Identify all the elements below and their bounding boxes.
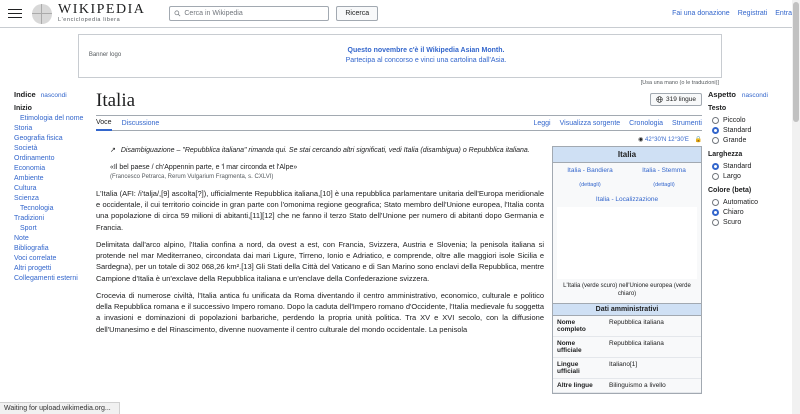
infobox-row bbox=[553, 316, 701, 337]
appearance-option-color-auto[interactable] bbox=[708, 197, 796, 207]
action-strumenti[interactable]: Strumenti bbox=[672, 119, 702, 127]
infobox-localization-link[interactable]: Italia - Localizzazione bbox=[595, 196, 659, 203]
appearance-option-label: Standard bbox=[723, 162, 752, 170]
sidebar-item-economia[interactable]: Economia bbox=[14, 164, 46, 172]
radio-icon[interactable] bbox=[712, 199, 719, 206]
infobox-title: Italia bbox=[553, 147, 701, 163]
sidebar-item-tecnologia[interactable]: Tecnologia bbox=[20, 204, 54, 212]
infobox-row-key: Nome ufficiale bbox=[557, 339, 582, 354]
login-link[interactable]: Entra bbox=[775, 10, 792, 17]
banner-logo: Banner logo bbox=[88, 52, 122, 59]
sidebar-item-ambiente[interactable]: Ambiente bbox=[14, 174, 44, 182]
site-header bbox=[0, 0, 800, 28]
infobox-flag-cell bbox=[553, 163, 627, 178]
banner-footnote: [Usa una mano (o le traduzioni)] bbox=[640, 80, 719, 86]
appearance-option-label: Largo bbox=[723, 172, 741, 180]
sidebar-item-scienza[interactable]: Scienza bbox=[14, 194, 39, 202]
action-cronologia[interactable]: Cronologia bbox=[629, 119, 664, 127]
search-placeholder-text: Cerca in Wikipedia bbox=[184, 10, 243, 17]
infobox-map-image bbox=[557, 207, 697, 279]
appearance-option-text-standard[interactable] bbox=[708, 125, 796, 135]
infobox-emblem-cell bbox=[627, 163, 701, 178]
infobox-emblem-detail[interactable]: (dettagli) bbox=[653, 182, 675, 188]
appearance-option-label: Chiaro bbox=[723, 208, 744, 216]
appearance-option-label: Piccolo bbox=[723, 116, 746, 124]
appearance-option-label: Scuro bbox=[723, 218, 742, 226]
wikipedia-wordmark[interactable] bbox=[58, 3, 145, 24]
paragraph-3: Crocevia di numerose civiltà, l'Italia antica fu unificata da Roma diventando il centro amministrativo, economico, culturale e politico della Repubblica romana e il successivo Impero romano. Dopo la caduta dell'Impero romano d'Occidente, l'Italia medievale fu soggetta a invasioni e dominazioni di popolazioni barbariche, perdendo la propria unità politica. Tra XV e XVI secolo, con la diffusione dell'Umanesimo e del Rinascimento, divenne nuovamente il centro culturale del mondo occidentale. La penisola bbox=[96, 290, 544, 334]
toc-list bbox=[6, 103, 90, 283]
page-body bbox=[0, 90, 800, 399]
appearance-title: Aspetto bbox=[708, 90, 736, 99]
coordinates-value: 42°30'N 12°30'E bbox=[645, 137, 689, 143]
pull-quote-source: (Francesco Petrarca, Rerum Vulgarium Fragmenta, s. CXLVI) bbox=[110, 174, 274, 181]
paragraph-1: L'Italia (AFI: /i'talja/,[9] ascolta[?]), ufficialmente Repubblica italiana,[10] è una repubblica parlamentare unitaria dell'Europa meridionale e occidentale, il cui territorio coincide in gran parte con l'omonima regione geografica; Stato membro dell'Unione europea, l'Italia conta una popolazione di circa 59 milioni di abitanti,[11][12] che ne fanno il terzo Stato dell'Unione per numero di abitanti dopo Germania e Francia. bbox=[96, 188, 544, 232]
infobox-row-key: Altre lingue bbox=[557, 381, 593, 389]
infobox-row-key: Lingue ufficiali bbox=[557, 360, 580, 375]
infobox-row-value: Repubblica italiana bbox=[609, 339, 664, 347]
infobox bbox=[552, 146, 702, 394]
sidebar-item-bibliografia[interactable]: Bibliografia bbox=[14, 244, 49, 252]
sidebar-item-note[interactable]: Note bbox=[14, 234, 29, 242]
language-count-label: 319 lingue bbox=[666, 96, 696, 103]
sidebar-item-geografia[interactable]: Geografia fisica bbox=[14, 134, 63, 142]
paragraph-2: Delimitata dall'arco alpino, l'Italia confina a nord, da ovest a est, con Francia, Svizzera, Austria e Slovenia; la penisola italiana si protende nel mar Mediterraneo, circondata dai mari Ligure, Tirreno, Ionio e Adriatico, e comprende, oltre alle maggiori isole Sicilia e Sardegna), per un totale di 302 068,26 km².[13] Gli Stati della Città del Vaticano e di San Marino sono enclavi della Repubblica, mentre Campione d'Italia è un'exclave della Repubblica italiana e un'enclave della Confederazione svizzera. bbox=[96, 239, 544, 283]
infobox-row-key: Nome completo bbox=[557, 318, 586, 333]
browser-status-bar: Waiting for upload.wikimedia.org... bbox=[0, 402, 120, 414]
sidebar-item-sport[interactable]: Sport bbox=[20, 224, 37, 232]
sidebar-item-collegamenti-esterni[interactable]: Collegamenti esterni bbox=[14, 274, 78, 282]
appearance-option-text-large[interactable] bbox=[708, 135, 796, 145]
disambiguation-icon: ↗ bbox=[110, 147, 116, 154]
appearance-option-width-standard[interactable] bbox=[708, 161, 796, 171]
search-input[interactable] bbox=[169, 6, 329, 21]
appearance-option-label: Automatico bbox=[723, 198, 759, 206]
appearance-option-label: Standard bbox=[723, 126, 752, 134]
infobox-flag-link[interactable]: Italia - Bandiera bbox=[567, 167, 613, 174]
infobox-section-admin: Dati amministrativi bbox=[553, 303, 701, 316]
appearance-panel bbox=[708, 90, 800, 399]
radio-icon[interactable] bbox=[712, 173, 719, 180]
tab-voce[interactable]: Voce bbox=[96, 119, 112, 131]
appearance-option-width-wide[interactable] bbox=[708, 171, 796, 181]
infobox-map-caption: L'Italia (verde scuro) nell'Unione europea (verde chiaro) bbox=[563, 283, 691, 298]
radio-icon[interactable] bbox=[712, 137, 719, 144]
search-button[interactable]: Ricerca bbox=[336, 6, 378, 21]
page-scrollbar[interactable] bbox=[792, 0, 800, 414]
radio-icon[interactable] bbox=[712, 117, 719, 124]
infobox-row bbox=[553, 358, 701, 379]
appearance-group-width-label: Larghezza bbox=[708, 151, 743, 158]
appearance-group-color-label: Colore (beta) bbox=[708, 187, 752, 194]
appearance-option-color-light[interactable] bbox=[708, 207, 796, 217]
action-leggi[interactable]: Leggi bbox=[533, 119, 551, 127]
toc-sidebar bbox=[0, 90, 90, 399]
action-visualizza-sorgente[interactable]: Visualizza sorgente bbox=[559, 119, 621, 127]
sidebar-item-voci-correlate[interactable]: Voci correlate bbox=[14, 254, 57, 262]
protected-page-lock-icon[interactable]: 🔒 bbox=[694, 137, 702, 143]
coordinates[interactable] bbox=[96, 136, 702, 143]
sidebar-item-cultura[interactable]: Cultura bbox=[14, 184, 37, 192]
disambiguation-label: Disambiguazione bbox=[120, 147, 175, 154]
disambiguation-text: – "Repubblica italiana" rimanda qui. Se stai cercando altri significati, vedi Italia (disambigua) o Repubblica italiana. bbox=[176, 147, 530, 154]
radio-icon[interactable] bbox=[712, 219, 719, 226]
appearance-option-color-dark[interactable] bbox=[708, 217, 796, 227]
infobox-row-value: Repubblica italiana bbox=[609, 318, 664, 326]
infobox-flag-detail[interactable]: (dettagli) bbox=[579, 182, 601, 188]
sidebar-item-tradizioni[interactable]: Tradizioni bbox=[14, 214, 45, 222]
article-tabs bbox=[96, 119, 702, 131]
site-notice-banner[interactable] bbox=[78, 34, 722, 86]
toc-header bbox=[6, 90, 90, 103]
sidebar-item-storia[interactable]: Storia bbox=[14, 124, 33, 132]
main-menu-icon[interactable] bbox=[8, 6, 22, 21]
sidebar-item-altri-progetti[interactable]: Altri progetti bbox=[14, 264, 52, 272]
appearance-option-label: Grande bbox=[723, 136, 747, 144]
search-icon bbox=[174, 10, 181, 17]
appearance-header bbox=[708, 90, 796, 99]
radio-icon[interactable] bbox=[712, 163, 719, 170]
infobox-localization-row bbox=[553, 192, 701, 207]
scrollbar-thumb[interactable] bbox=[793, 2, 799, 122]
donate-link[interactable]: Fai una donazione bbox=[672, 10, 730, 17]
language-icon bbox=[656, 96, 663, 103]
pull-quote-text: «Il bel paese / ch'Appennin parte, e 'l mar circonda et l'Alpe» bbox=[110, 164, 298, 172]
location-pin-icon: ◉ bbox=[638, 137, 644, 143]
radio-icon[interactable] bbox=[712, 127, 719, 134]
register-link[interactable]: Registrati bbox=[737, 10, 768, 17]
tab-discussione[interactable]: Discussione bbox=[121, 119, 160, 127]
header-user-links bbox=[672, 10, 792, 17]
infobox-row bbox=[553, 337, 701, 358]
radio-icon[interactable] bbox=[712, 209, 719, 216]
wordmark-subtitle: L'enciclopedia libera bbox=[58, 17, 121, 24]
appearance-option-text-small[interactable] bbox=[708, 115, 796, 125]
sidebar-item-ordinamento[interactable]: Ordinamento bbox=[14, 154, 55, 162]
infobox-row bbox=[553, 379, 701, 393]
wordmark-title: WIKIPEDIA bbox=[58, 2, 146, 18]
banner-line-2: Partecipa al concorso e vinci una cartolina dall'Asia. bbox=[345, 57, 507, 64]
disambiguation-hatnote bbox=[96, 146, 544, 161]
toc-title: Indice bbox=[14, 90, 36, 99]
toc-hide-button[interactable]: nascondi bbox=[40, 92, 67, 99]
infobox-emblem-link[interactable]: Italia - Stemma bbox=[642, 167, 686, 174]
banner-text bbox=[131, 46, 721, 67]
article-actions bbox=[533, 120, 702, 127]
infobox-row-value: Bilinguismo a livello bbox=[609, 381, 666, 389]
banner-line-1: Questo novembre c'è il Wikipedia Asian Month. bbox=[347, 46, 505, 54]
sidebar-item-inizio[interactable]: Inizio bbox=[14, 104, 32, 112]
appearance-group-text-label: Testo bbox=[708, 105, 727, 112]
wikipedia-globe-logo[interactable] bbox=[32, 4, 52, 24]
infobox-row-value[interactable]: Italiano[1] bbox=[609, 360, 638, 368]
infobox-symbol-details bbox=[553, 178, 701, 192]
sidebar-item-societa[interactable]: Società bbox=[14, 144, 38, 152]
appearance-hide-button[interactable]: nascondi bbox=[741, 92, 768, 99]
infobox-symbols bbox=[553, 163, 701, 178]
article-content bbox=[90, 90, 708, 399]
page-title: Italia bbox=[96, 90, 702, 116]
language-selector-button[interactable] bbox=[650, 93, 702, 106]
sidebar-item-etimologia[interactable]: Etimologia del nome bbox=[20, 114, 84, 122]
